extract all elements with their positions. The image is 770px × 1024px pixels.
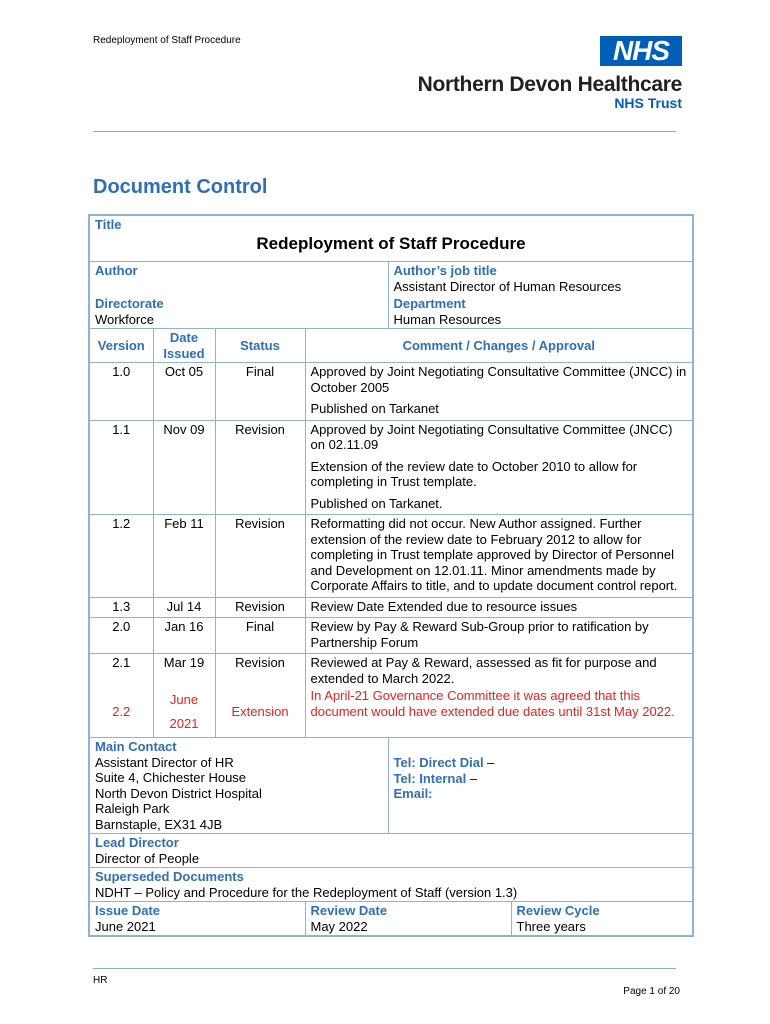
department-value: Human Resources: [393, 311, 502, 327]
superseded-label: Superseded Documents: [95, 869, 244, 884]
title-row: [89, 215, 693, 262]
main-contact-row: [89, 738, 693, 834]
contact-line: Suite 4, Chichester House: [95, 770, 247, 785]
table-row: [89, 363, 693, 421]
version-cell: 2.1: [89, 654, 153, 688]
status-cell: Final: [215, 363, 305, 421]
page-title: Document Control: [93, 176, 268, 198]
status-cell: Revision: [215, 654, 305, 688]
org-name: Northern Devon Healthcare: [417, 73, 682, 96]
issue-date-value: June 2021: [95, 918, 156, 934]
contact-line: Raleigh Park: [95, 801, 170, 816]
superseded-row: [89, 868, 693, 902]
review-cycle-label: Review Cycle: [516, 903, 600, 918]
title-label: Title: [95, 217, 122, 232]
col-status: Status: [215, 329, 305, 363]
version-cell: 1.3: [89, 597, 153, 618]
author-job-title-label: Author’s job title: [393, 263, 497, 278]
status-cell: Revision: [215, 515, 305, 598]
version-cell: 1.2: [89, 515, 153, 598]
email-label: Email:: [393, 786, 433, 801]
author-label: Author: [95, 263, 138, 278]
comment-cell: [305, 515, 693, 598]
status-cell: Revision: [215, 420, 305, 515]
col-version: Version: [89, 329, 153, 363]
version-header-row: [89, 329, 693, 363]
comment-paragraph: Extension of the review date to October 2010 to allow for completing in Trust template.: [310, 458, 638, 489]
footer-department: HR: [93, 975, 108, 986]
comment-paragraph: Approved by Joint Negotiating Consultative Committee (JNCC) in October 2005: [310, 364, 687, 395]
header-divider: [93, 131, 676, 132]
comment-cell: [305, 420, 693, 515]
contact-line: North Devon District Hospital: [95, 785, 262, 801]
org-subtitle: NHS Trust: [614, 95, 682, 111]
nhs-logo: NHS: [600, 36, 682, 66]
footer-divider: [93, 968, 676, 969]
status-cell: Final: [215, 618, 305, 654]
dates-row: [89, 902, 693, 937]
contact-line: Assistant Director of HR: [95, 754, 234, 770]
version-cell: 1.0: [89, 363, 153, 421]
directorate-label: Directorate: [95, 296, 164, 311]
comment-paragraph: In April-21 Governance Committee it was agreed that this document would have extended due dates until 31st May 2022.: [310, 688, 675, 719]
main-contact-label: Main Contact: [95, 739, 177, 754]
directorate-row: [89, 295, 693, 329]
comment-paragraph: Review Date Extended due to resource issues: [310, 598, 578, 614]
contact-line: Barnstaple, EX31 4JB: [95, 816, 223, 832]
issue-date-label: Issue Date: [95, 903, 161, 918]
comment-paragraph: Reviewed at Pay & Reward, assessed as fit for purpose and extended to March 2022.: [310, 655, 657, 686]
author-row: [89, 262, 693, 296]
version-cell: 2.0: [89, 618, 153, 654]
document-title: Redeployment of Staff Procedure: [256, 233, 526, 253]
directorate-value: Workforce: [95, 311, 154, 327]
review-date-label: Review Date: [310, 903, 388, 918]
date-cell: Mar 19: [153, 654, 215, 688]
comment-cell: [305, 363, 693, 421]
version-cell: 2.2: [89, 687, 153, 738]
date-line: 2021: [169, 716, 199, 731]
date-cell: Jan 16: [153, 618, 215, 654]
superseded-value: NDHT – Policy and Procedure for the Redeployment of Staff (version 1.3): [95, 884, 518, 900]
status-cell: Revision: [215, 597, 305, 618]
review-date-value: May 2022: [310, 918, 368, 934]
comment-paragraph: Published on Tarkanet.: [310, 495, 443, 511]
lead-director-value: Director of People: [95, 850, 200, 866]
tel-direct-value: –: [483, 755, 495, 770]
tel-direct-label: Tel: Direct Dial: [393, 755, 484, 770]
table-row: [89, 597, 693, 618]
comment-paragraph: Published on Tarkanet: [310, 401, 439, 416]
date-cell: Nov 09: [153, 420, 215, 515]
table-row: [89, 618, 693, 654]
date-cell: Jul 14: [153, 597, 215, 618]
comment-cell: [305, 654, 693, 688]
tel-internal-value: –: [466, 770, 478, 786]
department-label: Department: [393, 296, 466, 311]
table-row: [89, 687, 693, 738]
comment-paragraph: Reformatting did not occur. New Author assigned. Further extension of the review date to February 2012 to allow for completing in Trust template approved by Director of Personnel and Development on 12.01.11. Minor amendments made by Corporate Affairs to title, and to update document control report.: [310, 516, 678, 593]
lead-director-label: Lead Director: [95, 835, 179, 850]
comment-paragraph: Review by Pay & Reward Sub-Group prior to ratification by Partnership Forum: [310, 619, 649, 650]
table-row: [89, 654, 693, 688]
comment-cell: [305, 687, 693, 738]
date-cell: Oct 05: [153, 363, 215, 421]
comment-cell: [305, 618, 693, 654]
date-cell: Feb 11: [153, 515, 215, 598]
tel-internal-label: Tel: Internal: [393, 770, 467, 786]
author-job-title-value: Assistant Director of Human Resources: [393, 278, 622, 294]
col-comment: Comment / Changes / Approval: [305, 329, 693, 363]
table-row: [89, 420, 693, 515]
table-row: [89, 515, 693, 598]
col-date-issued: Date Issued: [153, 329, 215, 363]
running-header: Redeployment of Staff Procedure: [93, 35, 241, 46]
status-cell: Extension: [215, 687, 305, 738]
version-cell: 1.1: [89, 420, 153, 515]
comment-cell: [305, 597, 693, 618]
document-control-table: [88, 214, 694, 937]
review-cycle-value: Three years: [516, 918, 586, 934]
date-cell: [153, 687, 215, 738]
page-number: Page 1 of 20: [623, 986, 680, 997]
lead-director-row: [89, 834, 693, 868]
date-line: June: [169, 692, 199, 707]
comment-paragraph: Approved by Joint Negotiating Consultative Committee (JNCC) on 02.11.09: [310, 421, 673, 452]
